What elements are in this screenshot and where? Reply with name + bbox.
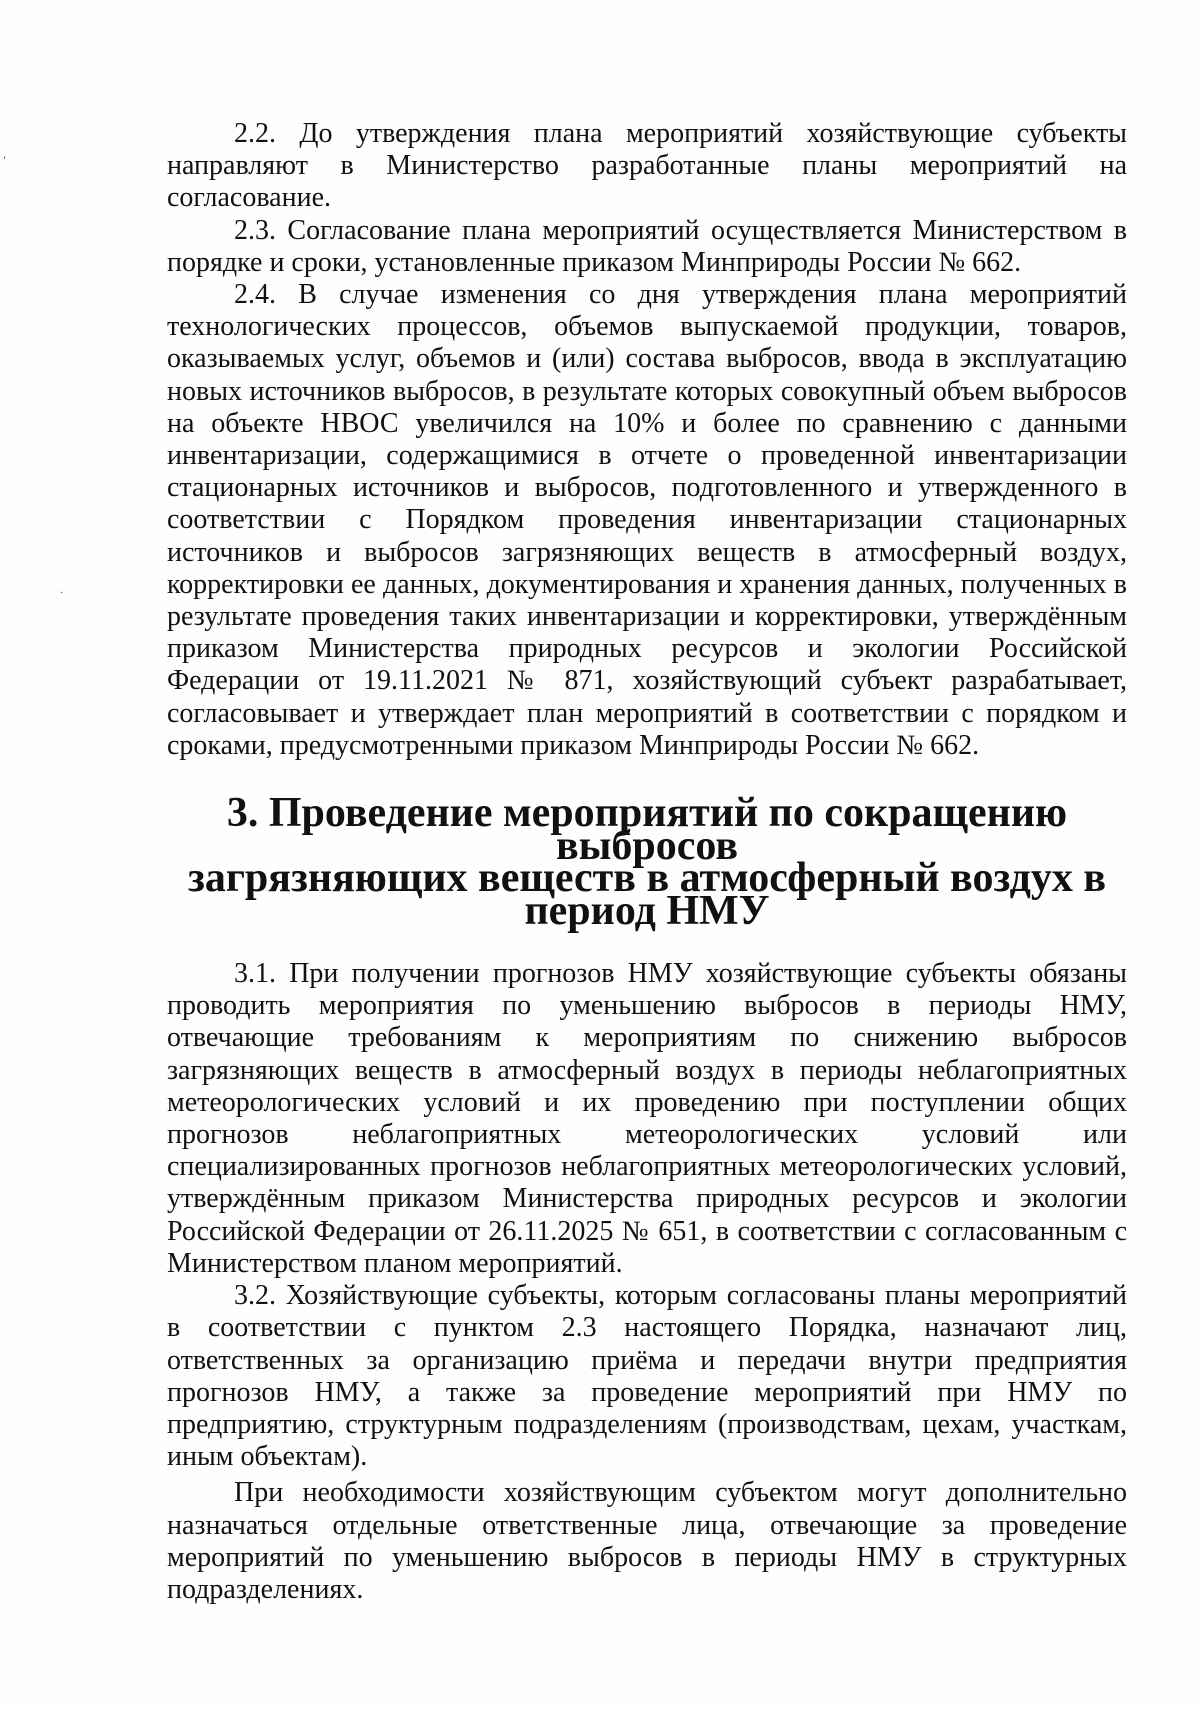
- paragraph-3-1: 3.1. При получении прогнозов НМУ хозяйствующие субъекты обязаны проводить мероприятия по уменьшению выбросов в периоды НМУ, отвечающие требованиям к мероприятиям по снижению выбросов загрязняющих веществ в атмосферный воздух в периоды неблагоприятных метеорологических условий и их проведению при поступлении общих прогнозов неблагоприятных метеорологических условий или специализированных прогнозов неблагоприятных метеорологических условий, утверждённым приказом Министерства природных ресурсов и экологии Российской Федерации от 26.11.2025 № 651, в соответствии с согласованным с Министерством планом мероприятий.: [167, 958, 1127, 1279]
- paragraph-2-3: 2.3. Согласование плана мероприятий осуществляется Министерством в порядке и сроки, установленные приказом Минприроды России № 662.: [167, 214, 1127, 278]
- document-body: [167, 118, 1127, 1606]
- section-3-heading-line-1: 3. Проведение мероприятий по сокращению выбросов: [226, 790, 1068, 869]
- paragraph-2-4: 2.4. В случае изменения со дня утверждения плана мероприятий технологических процессов, объемов выпускаемой продукции, товаров, оказываемых услуг, объемов и (или) состава выбросов, ввода в эксплуатацию новых источников выбросов, в результате которых совокупный объем выбросов на объекте НВОС увеличился на 10% и более по сравнению с данными инвентаризации, содержащимися в отчете о проведенной инвентаризации стационарных источников и выбросов, подготовленного и утвержденного в соответствии с Порядком проведения инвентаризации стационарных источников и выбросов загрязняющих веществ в атмосферный воздух, корректировки ее данных, документирования и хранения данных, полученных в результате проведения таких инвентаризации и корректировки, утверждённым приказом Министерства природных ресурсов и экологии Российской Федерации от 19.11.2021 № 871, хозяйствующий субъект разрабатывает, согласовывает и утверждает план мероприятий в соответствии с порядком и сроками, предусмотренными приказом Минприроды России № 662.: [167, 279, 1127, 761]
- scan-speck-mark: ·: [60, 588, 64, 599]
- section-3-heading-line-2: загрязняющих веществ в атмосферный воздух в период НМУ: [187, 855, 1107, 934]
- scan-speck-mark: ,: [3, 150, 7, 161]
- paragraph-2-2: 2.2. До утверждения плана мероприятий хозяйствующие субъекты направляют в Министерство разработанные планы мероприятий на согласование.: [167, 118, 1127, 214]
- paragraph-3-2-additional: При необходимости хозяйствующим субъектом могут дополнительно назначаться отдельные ответственные лица, отвечающие за проведение мероприятий по уменьшению выбросов в периоды НМУ в структурных подразделениях.: [167, 1477, 1127, 1605]
- paragraph-3-2: 3.2. Хозяйствующие субъекты, которым согласованы планы мероприятий в соответствии с пунктом 2.3 настоящего Порядка, назначают лиц, ответственных за организацию приёма и передачи внутри предприятия прогнозов НМУ, а также за проведение мероприятий при НМУ по предприятию, структурным подразделениям (производствам, цехам, участкам, иным объектам).: [167, 1280, 1127, 1473]
- section-3-heading: [167, 790, 1127, 934]
